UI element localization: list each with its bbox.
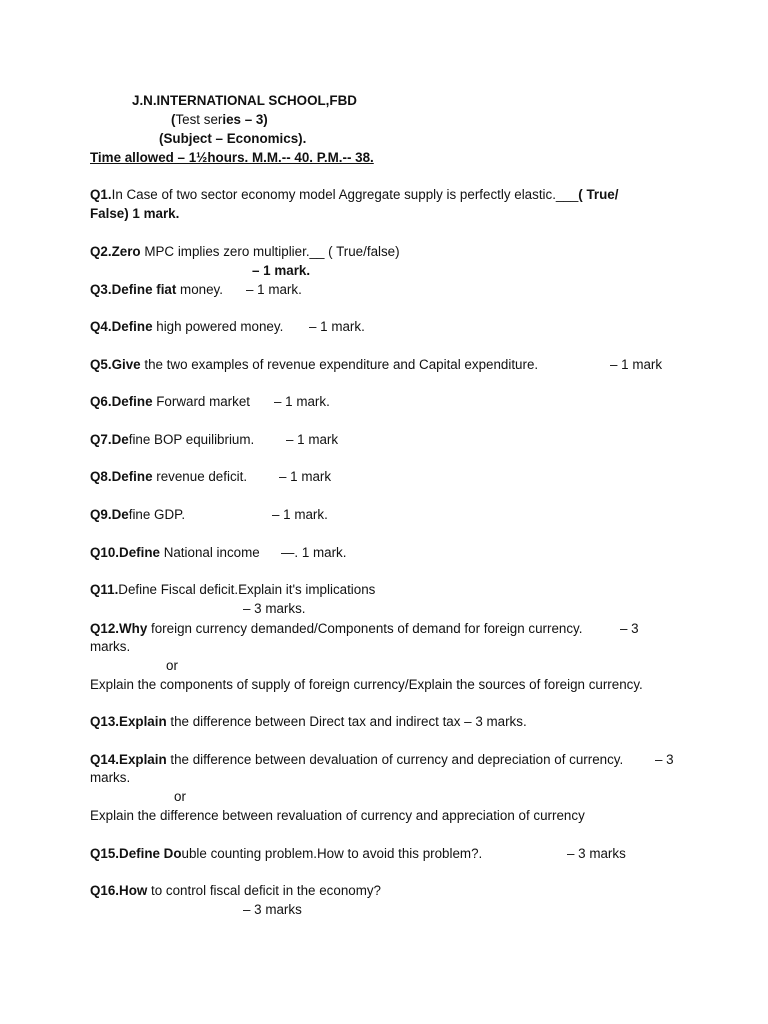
question-text-segment: to control fiscal deficit in the economy? <box>147 883 382 898</box>
subject-line: (Subject – Economics). <box>159 131 307 146</box>
question-8-marks: – 1 mark <box>279 469 332 484</box>
question-text-segment: Zero <box>111 244 141 259</box>
question-4-marks: – 1 mark. <box>309 319 365 334</box>
question-14-or: or <box>174 789 186 804</box>
question-text-segment: Q1. <box>90 187 112 202</box>
question-text-segment: ( <box>171 112 176 127</box>
question-text-segment: Q5. <box>90 357 112 372</box>
question-7 <box>90 432 254 448</box>
question-text-segment: Why <box>119 621 148 636</box>
question-9-marks: – 1 mark. <box>272 507 328 522</box>
question-12-cont: marks. <box>90 639 131 654</box>
question-10 <box>90 545 260 561</box>
question-text-segment: Define <box>111 469 153 484</box>
question-7-marks: – 1 mark <box>286 432 339 447</box>
question-text-segment: Q8. <box>90 469 112 484</box>
question-14 <box>90 752 623 768</box>
question-11 <box>90 582 375 598</box>
question-3 <box>90 282 223 298</box>
question-text-segment: Q4. <box>90 319 112 334</box>
question-text-segment: Q2. <box>90 244 112 259</box>
question-5 <box>90 357 538 373</box>
question-text-segment: Forward market <box>152 394 251 409</box>
question-12-marks: – 3 <box>620 621 639 636</box>
question-text-segment: National income <box>159 545 260 560</box>
question-text-segment: De <box>111 507 129 522</box>
school-name: J.N.INTERNATIONAL SCHOOL,FBD <box>132 93 357 108</box>
question-10-marks: —. 1 mark. <box>281 545 347 560</box>
question-text-segment: Q16. <box>90 883 120 898</box>
question-text-segment: fine GDP. <box>128 507 186 522</box>
question-3-marks: – 1 mark. <box>246 282 302 297</box>
question-2 <box>90 244 400 260</box>
question-text-segment: high powered money. <box>152 319 284 334</box>
question-12 <box>90 621 582 637</box>
question-text-segment: Define Do <box>119 846 182 861</box>
question-text-segment: Test ser <box>175 112 223 127</box>
question-text-segment: Q12. <box>90 621 120 636</box>
question-16 <box>90 883 381 899</box>
question-text-segment: the difference between devaluation of currency and depreciation of currency. <box>166 752 624 767</box>
question-1 <box>90 187 618 203</box>
question-15-marks: – 3 marks <box>567 846 626 861</box>
question-1-cont: False) 1 mark. <box>90 206 180 221</box>
question-11-marks: – 3 marks. <box>243 601 306 616</box>
question-text-segment: In Case of two sector economy model Aggregate supply is perfectly elastic.___ <box>111 187 579 202</box>
question-14-cont: marks. <box>90 770 131 785</box>
question-text-segment: Q3. <box>90 282 112 297</box>
question-text-segment: ( True/ <box>578 187 619 202</box>
question-5-marks: – 1 mark <box>610 357 663 372</box>
question-text-segment: uble counting problem.How to avoid this problem?. <box>181 846 483 861</box>
question-text-segment: Define Fiscal deficit.Explain it's implications <box>118 582 376 597</box>
question-text-segment: Q7. <box>90 432 112 447</box>
question-16-marks: – 3 marks <box>243 902 302 917</box>
question-text-segment: the difference between Direct tax and indirect tax – 3 marks. <box>166 714 527 729</box>
question-14-marks: – 3 <box>655 752 674 767</box>
question-12-or: or <box>166 658 178 673</box>
question-text-segment: MPC implies zero multiplier.__ ( True/false) <box>140 244 400 259</box>
question-6 <box>90 394 250 410</box>
question-text-segment: How <box>119 883 148 898</box>
question-15 <box>90 846 482 862</box>
question-text-segment: Define <box>111 319 153 334</box>
test-series <box>171 112 268 128</box>
question-text-segment: Q6. <box>90 394 112 409</box>
question-2-marks: – 1 mark. <box>252 263 311 278</box>
question-text-segment: Explain <box>119 752 167 767</box>
question-4 <box>90 319 283 335</box>
question-text-segment: Q13. <box>90 714 120 729</box>
question-text-segment: Explain <box>119 714 167 729</box>
question-12-alt: Explain the components of supply of foreign currency/Explain the sources of foreign currency. <box>90 677 643 692</box>
question-text-segment: Q14. <box>90 752 120 767</box>
question-text-segment: money. <box>176 282 223 297</box>
question-13 <box>90 714 527 730</box>
question-text-segment: Give <box>111 357 141 372</box>
question-text-segment: Q11. <box>90 582 119 597</box>
question-9 <box>90 507 185 523</box>
question-text-segment: Q10. <box>90 545 120 560</box>
question-14-alt: Explain the difference between revaluation of currency and appreciation of currency <box>90 808 585 823</box>
question-text-segment: foreign currency demanded/Components of demand for foreign currency. <box>147 621 583 636</box>
question-text-segment: fine BOP equilibrium. <box>128 432 255 447</box>
question-8 <box>90 469 247 485</box>
question-text-segment: Define <box>119 545 160 560</box>
question-text-segment: De <box>111 432 129 447</box>
question-text-segment: ies – 3) <box>222 112 268 127</box>
time-allowed-line: Time allowed – 1½hours. M.M.-- 40. P.M.-- 38. <box>90 150 374 165</box>
question-text-segment: revenue deficit. <box>152 469 248 484</box>
question-text-segment: Define fiat <box>111 282 177 297</box>
question-6-marks: – 1 mark. <box>274 394 330 409</box>
question-text-segment: Define <box>111 394 153 409</box>
question-text-segment: the two examples of revenue expenditure and Capital expenditure. <box>140 357 539 372</box>
question-text-segment: Q9. <box>90 507 112 522</box>
question-text-segment: Q15. <box>90 846 120 861</box>
